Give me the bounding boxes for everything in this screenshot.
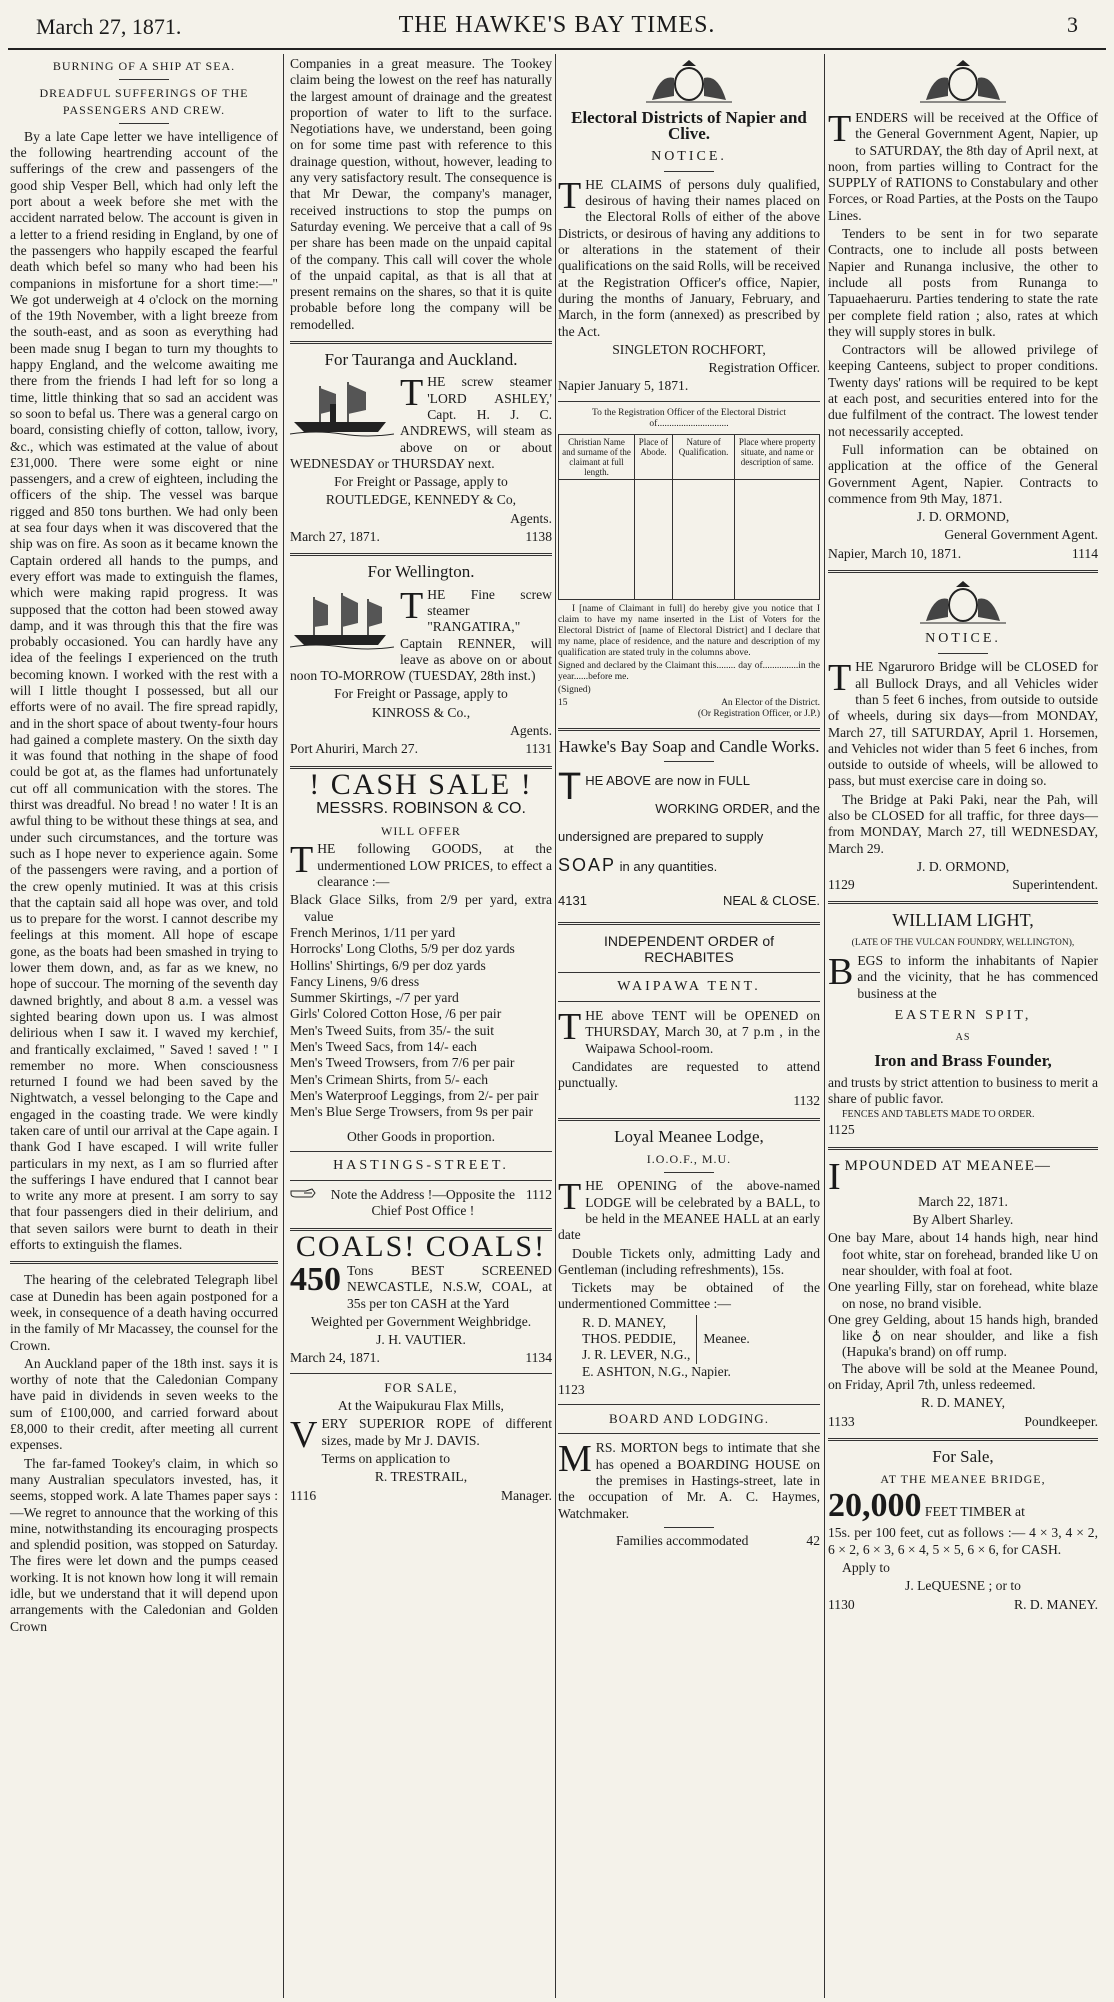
- ad-number: 42: [806, 1532, 820, 1548]
- ad-coals: [290, 1229, 552, 1367]
- ad-rechabites: [558, 933, 820, 1110]
- news-item-caledonian: An Auckland paper of the 18th inst. says it is worthy of note that the Caledonian Company have paid in dividends in seven weeks to the sum of £100,000, and carried forward about £8,000 to their credit, after meeting all current expenses.: [10, 1355, 278, 1453]
- column-3: [558, 56, 820, 1549]
- ad-firm: NEAL & CLOSE.: [722, 893, 820, 909]
- price-item: Men's Tweed Sacs, from 14/- each: [290, 1039, 477, 1055]
- drop-cap: M: [558, 1438, 592, 1481]
- ad-fences: FENCES AND TABLETS MADE TO ORDER.: [842, 1109, 1035, 1121]
- divider: [290, 341, 552, 344]
- ad-line: At the Waipukurau Flax Mills,: [338, 1398, 504, 1414]
- ad-number: 1112: [525, 1187, 552, 1203]
- ad-tickets: Double Tickets only, admitting Lady and Gentleman (including refreshments), 15s.: [558, 1245, 820, 1277]
- ad-body: HE screw steamer 'LORD ASHLEY,' Capt. H. J. C. ANDREWS, will steam as above on or about WEDNESDAY or THURSDAY next.: [290, 374, 552, 471]
- divider: [119, 123, 169, 124]
- notice-paragraph: Tenders to be sent in for two separate Contracts, one to include all posts between Napier and Runanga inclusive, the other to include all posts from Runanga to Tapuaehaeruru. Parties tendering to state the rate per complete field ration ; also, rates at which they will supply stores in bulk.: [828, 226, 1098, 339]
- ad-number: 1133: [828, 1413, 855, 1429]
- committee-member: R. D. MANEY,: [582, 1314, 666, 1330]
- notice-paragraph: Full information can be obtained on application at the office of the General Government Agent, Napier. Contracts to commence from 9th May, 1871.: [828, 441, 1098, 506]
- ad-freight: For Freight or Passage, apply to: [334, 474, 508, 490]
- ad-cash-sale: [290, 767, 552, 1220]
- notice-bridge: [828, 631, 1098, 893]
- masthead-rule: [8, 48, 1106, 50]
- ad-number: 1132: [793, 1093, 820, 1109]
- notice-paragraph: Contractors will be allowed privilege of keeping Canteens, subject to proper conditions. Twenty days' rations will be required to be kept at each post, and securities entered into for the due fulfilment of the contract. The lowest tender not necessarily accepted.: [828, 342, 1098, 439]
- ad-body-line: HE ABOVE are now in FULL: [585, 773, 750, 789]
- ad-date: Port Ahuriri, March 27.: [290, 741, 418, 757]
- ad-number: 1123: [558, 1381, 585, 1397]
- ad-body-line: in any quantities.: [619, 859, 718, 875]
- notice-title: General Government Agent.: [944, 527, 1098, 543]
- ad-heading: COALS! COALS!: [295, 1229, 547, 1263]
- newspaper-title: THE HAWKE'S BAY TIMES.: [398, 12, 716, 38]
- notice-paragraph: The Bridge at Paki Paki, near the Pah, will also be CLOSED for all traffic, for three days—from MONDAY, March 27, till WEDNESDAY, March 29.: [828, 791, 1098, 856]
- steamship-icon: [290, 589, 394, 651]
- ad-number: 1134: [525, 1350, 552, 1366]
- price-item: Girls' Colored Cotton Hose, /6 per pair: [290, 1006, 502, 1022]
- divider: [664, 1172, 714, 1173]
- article-continuation: Companies in a great measure. The Tookey claim being the lowest on the reef has naturally the largest amount of drainage and the greatest proportion of water to lift to the surface. Negotiations have, we understand, been going on for some time past with reference to this drainage question, without, however, leading to any very satisfactory result. The consequence is that Mr Dewar, the company's manager, received instructions to stop the pumps on Saturday evening. We perceive that a call of 9s per share has been made on the unpaid capital of the company. This call will cover the whole of the unpaid capital, as that is all that at present remains on the shares, so that it is quite probable before long the company will be remodelled.: [290, 56, 552, 332]
- divider: [558, 1001, 820, 1002]
- column-divider: [555, 54, 556, 1998]
- ad-board: [558, 1411, 820, 1549]
- ad-number: 1131: [525, 741, 552, 757]
- ad-number: 1114: [1071, 545, 1098, 561]
- ad-trade: Iron and Brass Founder,: [874, 1050, 1052, 1070]
- ad-location: EASTERN SPIT,: [894, 1007, 1032, 1023]
- column-divider: [824, 54, 825, 1998]
- ad-heading: ! CASH SALE !: [309, 767, 533, 801]
- drop-cap: T: [558, 174, 582, 217]
- form-elector: An Elector of the District.: [721, 697, 820, 708]
- price-item: Men's Crimean Shirts, from 5/- each: [290, 1071, 489, 1087]
- ad-name: R. D. MANEY.: [1014, 1596, 1098, 1612]
- ad-heading: For Wellington.: [367, 562, 475, 582]
- ad-tickets-note: Tickets may be obtained of the undermentioned Committee :—: [558, 1280, 820, 1312]
- ad-body: HE Fine screw steamer "RANGATIRA," Captain RENNER, will leave as above on or about noon TO-MORROW (TUESDAY, 28th inst.): [290, 586, 552, 684]
- divider: [664, 761, 714, 762]
- ad-note: Families accommodated: [615, 1532, 749, 1548]
- ad-product: SOAP: [558, 855, 617, 876]
- form-signed: Signed and declared by the Claimant this........ day of...............in the year......before me.: [558, 660, 820, 682]
- divider: [290, 1180, 552, 1181]
- ad-heading: Hawke's Bay Soap and Candle Works.: [558, 736, 820, 756]
- divider: [938, 653, 988, 654]
- price-list: [290, 892, 552, 1120]
- notice-title: Superintendent.: [1012, 877, 1098, 893]
- ad-note: Candidates are requested to attend punctually.: [558, 1058, 820, 1091]
- ad-terms: Terms on application to: [321, 1450, 450, 1466]
- ad-wellington: [290, 564, 552, 757]
- drop-cap: I: [828, 1155, 841, 1198]
- divider: [290, 1373, 552, 1374]
- divider: [828, 1147, 1098, 1150]
- price-item: Summer Skirtings, -/7 per yard: [290, 990, 459, 1006]
- ad-body-line: undersigned are prepared to supply: [558, 829, 764, 845]
- ad-quantity: 20,000: [828, 1487, 922, 1525]
- committee-member: J. R. LEVER, N.G.,: [582, 1347, 691, 1363]
- drop-cap: T: [290, 839, 314, 882]
- notice-label: NOTICE.: [651, 148, 727, 164]
- form-column-header: Christian Name and surname of the claimant at full length.: [559, 434, 635, 479]
- ad-william-light: [828, 912, 1098, 1138]
- ad-date: March 24, 1871.: [290, 1350, 380, 1366]
- form-elector-note: (Or Registration Officer, or J.P.): [697, 708, 820, 719]
- ad-name: J. LeQUESNE ; or to: [905, 1578, 1021, 1594]
- divider: [119, 79, 169, 80]
- ad-paragraph: and trusts by strict attention to business to merit a share of public favor.: [828, 1074, 1098, 1107]
- ad-date: March 27, 1871.: [290, 529, 380, 545]
- ad-heading: BOARD AND LODGING.: [609, 1411, 769, 1427]
- ad-heading: FOR SALE,: [384, 1379, 458, 1395]
- notice-body: ENDERS will be received at the Office of the General Government Agent, Napier, up to SATURDAY, the 8th day of April next, at noon, from parties willing to Contract for the SUPPLY of RATIONS to Constabulary and other Forces, or Road Parties, at the Posts on the Taupo Lines.: [828, 110, 1098, 223]
- notice-title: Poundkeeper.: [1024, 1413, 1098, 1429]
- page-number: 3: [1067, 12, 1078, 37]
- price-item: Hollins' Shirtings, 6/9 per doz yards: [290, 957, 486, 973]
- ad-quantity: 450: [290, 1261, 341, 1298]
- price-item: Men's Waterproof Leggings, from 2/- per pair: [290, 1087, 539, 1103]
- article-body: By a late Cape letter we have intelligence of the following heartrending account of the sufferings of the crew and passengers of the good ship Vesper Bell, which had only left the port about a week before she met with the accident narrated below. The account is given in a letter to a friend residing in England, by one of the passengers who happily escaped the fearful death which befel so many who had been his companions in misfortune for a short time:—" We got underweigh at 4 o'clock on the morning of the 19th November, with a light breeze from the south-east, and as soon as everything had been made snug I began to turn my thoughts to happy England, and the welcome awaiting me there from the friends I had left for so long a time, little thinking that so sad an accident was so soon to befal us. There was a general cargo on board, consisting chiefly of cotton, tallow, ivory, &c., which was estimated at the value of about £31,000. There were some eight or nine passengers, and a crew of eighteen, including the officers of the ship. The vessel was barque rigged and 850 tons burthen. We had only been at sea four days when it was discovered that the ship was on fire. As soon as it became known the Captain ordered all hands to the pumps, and every effort was made to extinguish the flames, which were making rapid progress. It was supposed that the cotton had been stowed away damp, and it was through this that the fire was probably occasioned. You can hardly have any idea of the feelings I experienced on the truth becoming known. I worked with the rest with a will I little thought I possessed, but all our efforts were of no avail. The fire spread rapidly, and in the short space of about twenty-four hours had gained a complete mastery. On the sixth day it was found that nothing in the shape of food could be got at, as the flames had unfortunately cut off all communication with the stores. The thirst was dreadful. No bread ! no water ! It is an awful thing to be without these things at sea, and under such circumstances, and the torture was such as I hope never to experience again. Some of the passengers were raving, and a portion of the crew openly mutinied. It was at this crisis that the captain said all hope was over, and told us to prepare for the worst. I cannot describe my feelings at this moment. All hope of escape gone, as the boats had been smashed in trying to lower them down, and, as far as we knew, no hope of succour. The morning of the seventh day dawned brightly, and about 8 a.m. a vessel was sighted bearing down upon us. I was almost delirious when I saw it. I waved my kerchief, and frantically exclaimed, " Saved ! saved ! " I remember no more. When consciousness returned I found we had been saved by the Nightwatch, a vessel belonging to the Cape and engaged in the coasting trade. We were kindly taken care of until our arrival at the Cape again. I thank God I have escaped. I will write fuller particulars in my next, as I am so flurried after the sufferings I have endured that I cannot bear to write any more at present. I am sorry to say that four passengers died in their delirium, and that seven sailors were burnt to death in their efforts to extinguish the flames.: [10, 128, 278, 1253]
- drop-cap: T: [400, 372, 424, 415]
- form-column-header: Place where property situate, and name or description of same.: [735, 434, 820, 479]
- column-1: [10, 56, 278, 1637]
- form-declaration: I [name of Claimant in full] do hereby give you notice that I claim to have my name inserted in the List of Voters for the Electoral District of [name of Electoral District] and I declare that my name, place of residence, and the nature and description of my qualification are stated truly in the columns above.: [558, 603, 820, 658]
- ad-soap: [558, 736, 820, 914]
- ad-unit: FEET TIMBER at: [924, 1504, 1025, 1520]
- ad-body: 15s. per 100 feet, cut as follows :— 4 × 3, 4 × 2, 6 × 2, 6 × 3, 6 × 4, 5 × 5, 6 × 6, for CASH.: [828, 1525, 1098, 1557]
- ad-body: RS. MORTON begs to intimate that she has opened a BOARDING HOUSE on the premises in Hastings-street, late in the occupation of Mr. A. C. Haymes, Watchmaker.: [558, 1440, 820, 1521]
- notice-name: R. D. MANEY,: [921, 1395, 1005, 1411]
- notice-body: HE CLAIMS of persons duly qualified, desirous of having their names placed on the Electoral Rolls of either of the above Districts, or desirous of having any additions to or alterations in the statement of their qualifications on the said Rolls, will be received at the Registration Officer's office, Napier, during the months of January, February, and March, in the form (annexed) as prescribed by the Act.: [558, 176, 820, 339]
- committee-member: THOS. PEDDIE,: [582, 1330, 677, 1346]
- notice-tenders: [828, 110, 1098, 562]
- ad-body-line: WORKING ORDER, and the: [655, 801, 820, 817]
- notice-impounded: [828, 1155, 1098, 1430]
- divider: [828, 570, 1098, 573]
- article-headline: BURNING OF A SHIP AT SEA.: [52, 59, 236, 73]
- divider: [558, 1118, 820, 1121]
- price-item: Men's Tweed Suits, from 35/- the suit: [290, 1022, 495, 1038]
- ad-tauranga: [290, 352, 552, 545]
- notice-date: Napier, March 10, 1871.: [828, 545, 962, 561]
- divider: [558, 972, 820, 973]
- steamship-icon: [290, 376, 394, 438]
- ad-subheading: (LATE OF THE VULCAN FOUNDRY, WELLINGTON),: [851, 937, 1075, 948]
- divider: [290, 1151, 552, 1152]
- drop-cap: T: [828, 657, 852, 700]
- royal-crest-icon: [646, 60, 732, 104]
- notice-name: J. D. ORMOND,: [916, 509, 1010, 525]
- notice-date: Napier January 5, 1871.: [558, 378, 689, 394]
- ad-subheading: AT THE MEANEE BRIDGE,: [880, 1472, 1046, 1487]
- animal-item: One grey Gelding, about 15 hands high, branded like ♁ on near shoulder, and like a fish (Hapuka's brand) on off rump.: [828, 1311, 1098, 1360]
- notice-date: March 22, 1871.: [918, 1193, 1008, 1209]
- news-item-tookey: The far-famed Tookey's claim, in which so many Australian speculators invested, has, it seems, stopped work. A late Thames paper says :—We regret to announce that the working of this mine, notwithstanding its encouraging prospects and splendid position, was stopped on Saturday. The fires were let down and the pumps ceased working. It is not known how long it will remain idle, but we understand that it will depend upon arrangements with the Caledonian and Golden Crown: [10, 1455, 278, 1634]
- ad-number: 1129: [828, 877, 855, 893]
- drop-cap: T: [558, 1176, 582, 1219]
- ad-heading: INDEPENDENT ORDER of RECHABITES: [603, 933, 775, 966]
- column-4: [828, 56, 1098, 1613]
- committee-place: Meanee.: [703, 1330, 750, 1346]
- ad-other: Other Goods in proportion.: [346, 1128, 495, 1144]
- notice-name: J. D. ORMOND,: [916, 858, 1010, 874]
- drop-cap: T: [400, 584, 424, 627]
- ad-body: HE OPENING of the above-named LODGE will be celebrated by a BALL, to be held in the MEANEE HALL at an early date: [558, 1178, 820, 1243]
- ad-agents-label: Agents.: [510, 510, 552, 526]
- ad-heading: Loyal Meanee Lodge,: [614, 1126, 764, 1146]
- ad-title: Manager.: [501, 1487, 552, 1503]
- ad-as: AS: [955, 1032, 971, 1044]
- drop-cap: V: [290, 1414, 318, 1457]
- divider: [558, 1404, 820, 1405]
- notice-heading: Electoral Districts of Napier and Clive.: [571, 108, 807, 144]
- ad-subheading: WAIPAWA TENT.: [617, 978, 761, 994]
- drop-cap: T: [558, 766, 582, 809]
- price-item: French Merinos, 1/11 per yard: [290, 924, 456, 940]
- ad-number: 4131: [558, 893, 587, 909]
- drop-cap: T: [828, 108, 852, 150]
- ad-lodge: [558, 1126, 820, 1398]
- ad-number: 1130: [828, 1596, 855, 1612]
- ad-rope: [290, 1380, 552, 1504]
- price-item: Horrocks' Long Cloths, 5/9 per doz yards: [290, 941, 515, 957]
- ad-agents-label: Agents.: [510, 722, 552, 738]
- form-address: To the Registration Officer of the Electoral District of..............................: [591, 407, 787, 429]
- price-item: Men's Tweed Trowsers, from 7/6 per pair: [290, 1055, 515, 1071]
- ad-heading: For Sale,: [932, 1446, 994, 1466]
- column-divider: [283, 54, 284, 1998]
- ad-number: 1116: [290, 1487, 317, 1503]
- notice-by: By Albert Sharley.: [912, 1212, 1014, 1228]
- divider: [10, 1261, 278, 1264]
- notice-heading: MPOUNDED AT MEANEE—: [844, 1157, 1051, 1174]
- price-item: Fancy Linens, 9/6 dress: [290, 973, 420, 989]
- divider: [558, 401, 820, 402]
- ad-subheading: I.O.O.F., M.U.: [646, 1152, 732, 1167]
- notice-body: HE Ngaruroro Bridge will be CLOSED for all Bullock Drays, and all Vehicles wider than 5 feet 6 inches, from outside to outside of wheels, during six days—from MONDAY, March 27, till SATURDAY, April 1. Horsemen, and Vehicles not wider than 5 feet 6 inches, from outside to outside of wheels, will be allowed to pass, but must exercise care in doing so.: [828, 659, 1098, 789]
- ad-timber: [828, 1446, 1098, 1613]
- divider: [558, 922, 820, 925]
- ad-body: Tons BEST SCREENED NEWCASTLE, N.S.W, COAL, at 35s per ton CASH at the Yard: [347, 1263, 552, 1311]
- animal-item: One yearling Filly, star on forehead, white blaze on nose, no brand visible.: [828, 1279, 1098, 1311]
- divider: [828, 1438, 1098, 1441]
- ad-number: 15: [558, 697, 568, 708]
- ad-body: EGS to inform the inhabitants of Napier and the vicinity, that he has commenced business at the: [857, 953, 1098, 1001]
- ad-name: J. H. VAUTIER.: [376, 1332, 466, 1348]
- ad-street: HASTINGS-STREET.: [333, 1157, 509, 1173]
- article-subheadline: DREADFUL SUFFERINGS OF THE PASSENGERS AND CREW.: [39, 86, 249, 117]
- divider: [664, 1527, 714, 1528]
- divider: [664, 171, 714, 172]
- notice-label: NOTICE.: [925, 631, 1001, 647]
- price-item: Men's Blue Serge Trowsers, from 9s per pair: [290, 1104, 534, 1120]
- registration-form: [558, 434, 820, 600]
- ad-agent: KINROSS & Co.,: [371, 704, 471, 720]
- price-item: Black Glace Silks, from 2/9 per yard, extra value: [290, 892, 552, 924]
- form-column-header: Nature of Qualification.: [672, 434, 735, 479]
- form-signed-label: (Signed): [558, 684, 591, 695]
- ad-intro: HE following GOODS, at the undermentioned LOW PRICES, to effect a clearance :—: [317, 841, 552, 890]
- ad-number: 1138: [525, 529, 552, 545]
- ad-heading: For Tauranga and Auckland.: [324, 350, 518, 370]
- ad-body: ERY SUPERIOR ROPE of different sizes, made by Mr J. DAVIS.: [321, 1416, 552, 1448]
- form-column-header: Place of Abode.: [635, 434, 673, 479]
- ad-apply: Apply to: [842, 1560, 890, 1576]
- royal-crest-icon: [920, 60, 1006, 104]
- ad-note: Note the Address !—Opposite the Chief Post Office !: [330, 1187, 516, 1219]
- notice-paragraph: The above will be sold at the Meanee Pound, on Friday, April 7th, unless redeemed.: [828, 1360, 1098, 1392]
- ad-heading: WILLIAM LIGHT,: [892, 910, 1034, 931]
- ad-body: HE above TENT will be OPENED on THURSDAY, March 30, at 7 p.m , in the Waipawa School-room.: [585, 1007, 820, 1056]
- ad-firm: MESSRS. ROBINSON & CO.: [316, 799, 526, 817]
- column-2: [290, 56, 552, 1504]
- committee-member: E. ASHTON, N.G., Napier.: [582, 1363, 731, 1379]
- ad-name: R. TRESTRAIL,: [374, 1469, 468, 1485]
- drop-cap: T: [558, 1005, 582, 1048]
- ad-agent: ROUTLEDGE, KENNEDY & Co,: [325, 492, 517, 508]
- masthead: [36, 10, 1078, 44]
- divider: [558, 728, 820, 731]
- royal-crest-icon: [920, 581, 1006, 625]
- animal-item: One bay Mare, about 14 hands high, near hind foot white, star on forehead, branded like U on near shoulder, with foal at foot.: [828, 1230, 1098, 1278]
- divider: [828, 901, 1098, 904]
- drop-cap: B: [828, 951, 854, 994]
- divider: [558, 1433, 820, 1434]
- issue-date: March 27, 1871.: [36, 14, 182, 39]
- ad-number: 1125: [828, 1122, 855, 1138]
- pointing-hand-icon: [290, 1187, 316, 1199]
- notice-name: SINGLETON ROCHFORT,: [612, 341, 766, 357]
- ad-weigh: Weighted per Government Weighbridge.: [310, 1313, 532, 1329]
- ad-freight: For Freight or Passage, apply to: [334, 686, 508, 702]
- divider: [290, 553, 552, 556]
- news-item-libel: The hearing of the celebrated Telegraph libel case at Dunedin has been again postponed for a week, in consequence of a death having occurred in the family of Mr Macassey, the counsel for the Crown.: [10, 1272, 278, 1353]
- ad-offer: WILL OFFER: [381, 824, 461, 839]
- notice-title: Registration Officer.: [708, 360, 820, 376]
